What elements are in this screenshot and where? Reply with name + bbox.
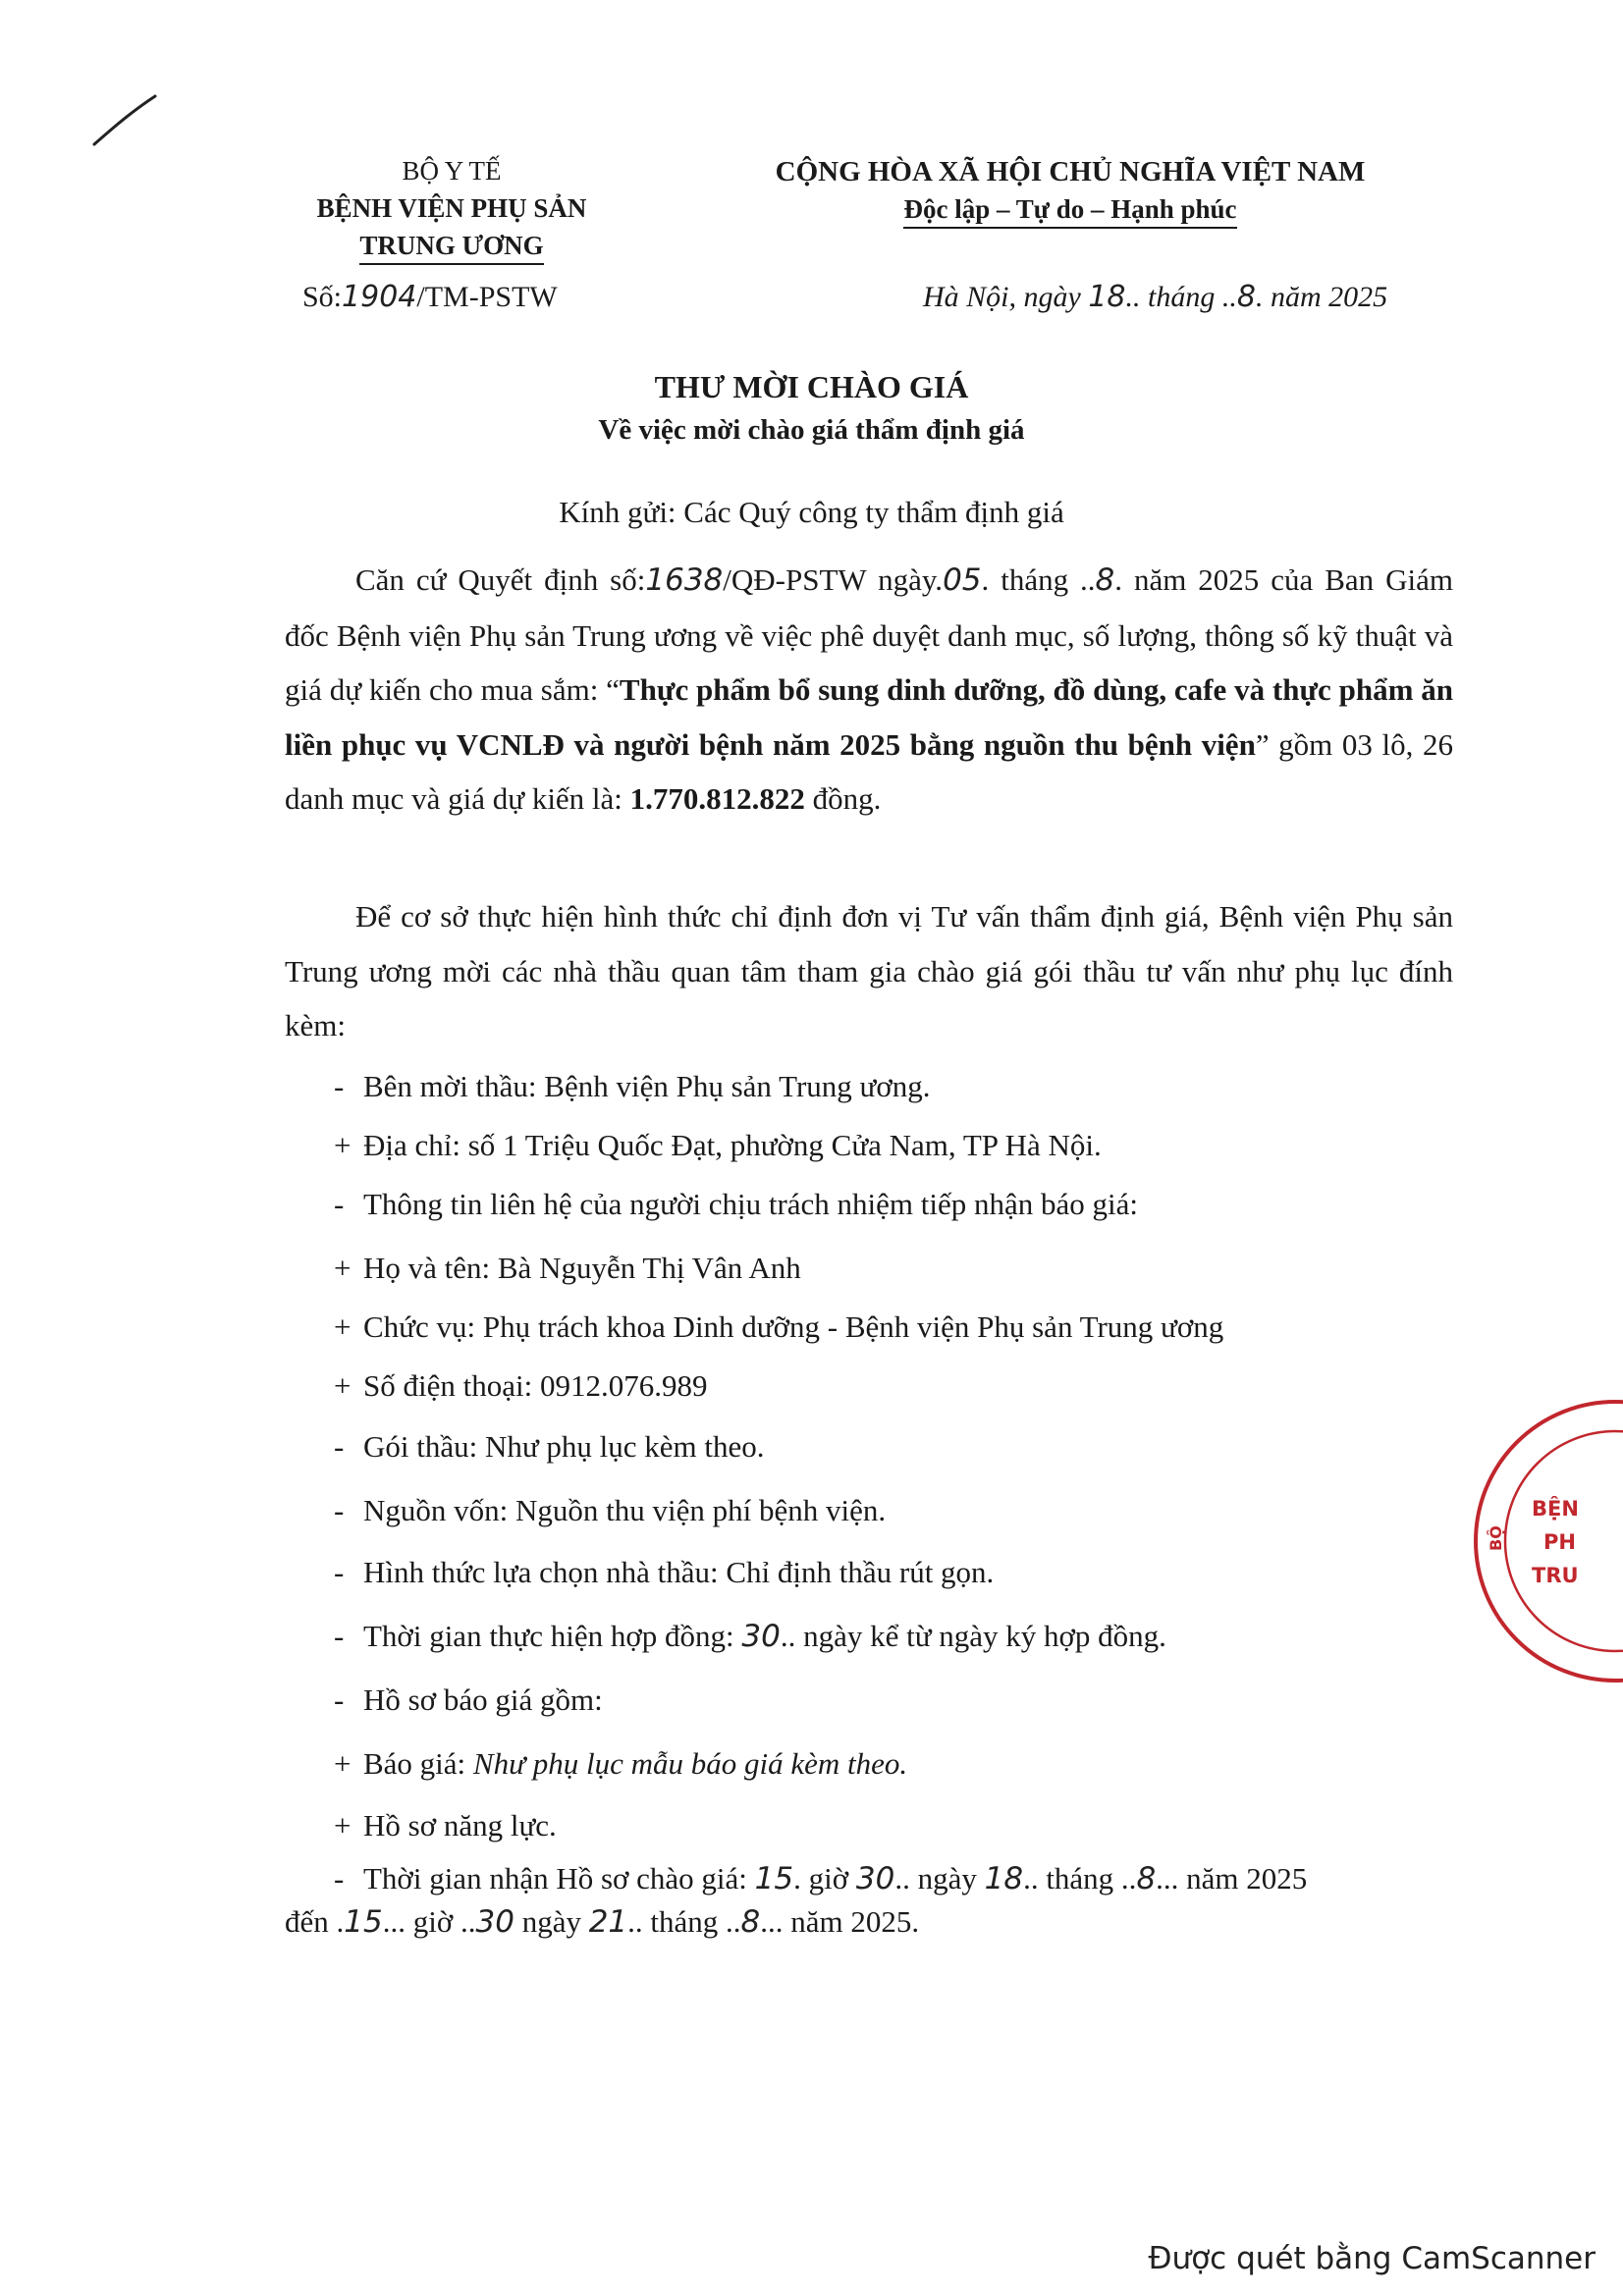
doc-number-suffix: /TM-PSTW <box>416 281 558 313</box>
date-day-handwritten: 18 <box>1088 280 1126 314</box>
hospital-name-line2: TRUNG ƯƠNG <box>359 228 543 265</box>
pen-stroke-mark <box>90 93 159 147</box>
left-header <box>255 152 648 265</box>
receive-month-start-handwritten: 8 <box>1136 1861 1157 1896</box>
receive-day-end-handwritten: 21 <box>588 1904 628 1940</box>
list-item: - Gói thầu: Như phụ lục kèm theo. <box>334 1429 765 1464</box>
stamp-text-line2: PH <box>1543 1530 1576 1554</box>
receive-day-start-handwritten: 18 <box>984 1861 1024 1896</box>
contract-time-item: - Thời gian thực hiện hợp đồng: 30.. ngày kể từ ngày ký hợp đồng. <box>334 1619 1166 1654</box>
stamp-text-line3: TRU <box>1532 1564 1579 1587</box>
para1-text: /QĐ-PSTW ngày. <box>723 562 944 597</box>
list-item: - Nguồn vốn: Nguồn thu viện phí bệnh viện. <box>334 1493 887 1527</box>
list-item: + Số điện thoại: 0912.076.989 <box>334 1368 708 1403</box>
paragraph-invitation <box>285 889 1453 1053</box>
para1-text: . tháng .. <box>981 562 1096 597</box>
document-title: THƯ MỜI CHÀO GIÁ <box>654 369 969 404</box>
national-motto: Độc lập – Tự do – Hạnh phúc <box>903 191 1236 229</box>
capacity-item: + Hồ sơ năng lực. <box>334 1808 557 1842</box>
date-line <box>923 278 1387 317</box>
receive-hour-end-handwritten: 15 <box>344 1904 383 1940</box>
receive-month-end-handwritten: 8 <box>740 1904 761 1940</box>
decision-number-handwritten: 1638 <box>645 562 724 598</box>
para1-text: ” gồm 03 lô, 26 danh mục và giá dự kiến là: <box>285 726 1453 816</box>
stamp-text-line1: BỆN <box>1532 1497 1579 1521</box>
doc-number-prefix: Số: <box>302 281 343 313</box>
dossier-item: - Hồ sơ báo giá gồm: <box>334 1682 603 1717</box>
document-number <box>302 278 558 317</box>
receive-time-end-line: đến .15... giờ ..30 ngày 21.. tháng ..8... năm 2025. <box>285 1904 920 1940</box>
receive-minute-start-handwritten: 30 <box>855 1861 895 1896</box>
receive-hour-start-handwritten: 15 <box>754 1861 794 1896</box>
ministry-name: BỘ Y TẾ <box>402 156 502 186</box>
recipient-line: Kính gửi: Các Quý công ty thẩm định giá <box>559 495 1064 529</box>
date-month-handwritten: 8 <box>1236 280 1256 314</box>
doc-number-handwritten: 1904 <box>342 280 417 314</box>
stamp-side-text: BỘ <box>1487 1525 1505 1551</box>
list-item: + Địa chỉ: số 1 Triệu Quốc Đạt, phường Cửa Nam, TP Hà Nội. <box>334 1128 1102 1162</box>
date-month-label: .. tháng .. <box>1125 281 1237 313</box>
contract-days-handwritten: 30 <box>741 1619 781 1654</box>
right-header <box>717 152 1424 229</box>
receive-time-item: - Thời gian nhận Hồ sơ chào giá: 15. giờ 30.. ngày 18.. tháng ..8... năm 2025 <box>334 1861 1308 1896</box>
list-item: - Bên mời thầu: Bệnh viện Phụ sản Trung ương. <box>334 1069 931 1103</box>
country-name: CỘNG HÒA XÃ HỘI CHỦ NGHĨA VIỆT NAM <box>775 156 1366 187</box>
decision-day-handwritten: 05 <box>943 562 982 598</box>
paragraph-legal-basis <box>285 553 1453 827</box>
estimated-amount: 1.770.812.822 <box>629 781 805 816</box>
date-year-label: . năm 2025 <box>1255 281 1388 313</box>
para1-text: đồng. <box>804 781 882 816</box>
list-item: - Hình thức lựa chọn nhà thầu: Chỉ định thầu rút gọn. <box>334 1555 995 1589</box>
decision-month-handwritten: 8 <box>1095 562 1115 598</box>
camscanner-watermark: Được quét bằng CamScanner <box>1148 2241 1596 2276</box>
receive-minute-end-handwritten: 30 <box>475 1904 514 1940</box>
list-item: - Thông tin liên hệ của người chịu trách nhiệm tiếp nhận báo giá: <box>334 1187 1139 1221</box>
para1-text: . năm 2025 của Ban Giám đốc Bệnh viện Phụ sản Trung ương về việc phê duyệt danh mục, số lượng, thông số kỹ thuật và giá dự kiến cho mua sắm: “ <box>285 562 1454 707</box>
date-place: Hà Nội, ngày <box>923 281 1089 313</box>
document-subtitle: Về việc mời chào giá thẩm định giá <box>598 414 1025 446</box>
quote-item: + Báo giá: Như phụ lục mẫu báo giá kèm theo. <box>334 1746 908 1781</box>
hospital-name-line1: BỆNH VIỆN PHỤ SẢN <box>316 193 587 223</box>
list-item: + Họ và tên: Bà Nguyễn Thị Vân Anh <box>334 1251 801 1285</box>
para2-text: Để cơ sở thực hiện hình thức chỉ định đơn vị Tư vấn thẩm định giá, Bệnh viện Phụ sản Trung ương mời các nhà thầu quan tâm tham gia chào giá gói thầu tư vấn như phụ lục đính kèm: <box>285 899 1453 1042</box>
red-seal-stamp <box>1468 1394 1623 1688</box>
procurement-title: Thực phẩm bổ sung dinh dưỡng, đồ dùng, cafe và thực phẩm ăn liền phục vụ VCNLĐ và người bệnh năm 2025 bằng nguồn thu bệnh viện <box>285 672 1453 762</box>
list-item: + Chức vụ: Phụ trách khoa Dinh dưỡng - Bệnh viện Phụ sản Trung ương <box>334 1309 1224 1344</box>
para1-text: Căn cứ Quyết định số: <box>355 562 646 597</box>
